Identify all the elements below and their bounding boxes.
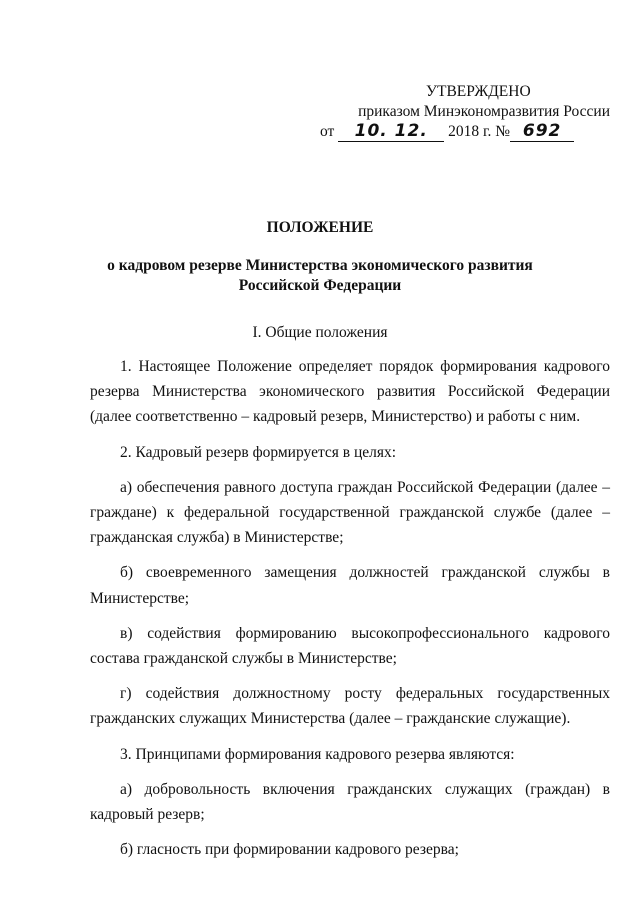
document-body (90, 354, 610, 862)
paragraph: в) содействия формированию высокопрофессионального кадрового состава гражданской службы в Министерстве; (90, 624, 610, 668)
subtitle-line-2: Российской Федерации (238, 277, 402, 294)
paragraph: а) обеспечения равного доступа граждан Российской Федерации (далее – граждане) к федеральной государственной гражданской службе (далее – гражданская служба) в Министерстве; (90, 478, 610, 547)
handwritten-date: 10. 12. (338, 124, 444, 142)
approval-order: приказом Минэкономразвития России (358, 103, 610, 120)
year-label: 2018 г. № (448, 123, 511, 140)
paragraph: а) добровольность включения гражданских служащих (граждан) в кадровый резерв; (90, 780, 610, 824)
approval-date-line (320, 122, 610, 142)
handwritten-number: 692 (510, 124, 574, 142)
document-subtitle (60, 256, 580, 296)
paragraph: 1. Настоящее Положение определяет порядок формирования кадрового резерва Министерства экономического развития Российской Федерации (далее соответственно – кадровый резерв, Министерство) и работы с ним. (90, 358, 610, 426)
paragraph: 3. Принципами формирования кадрового резерва являются: (120, 745, 515, 763)
paragraph: 2. Кадровый резерв формируется в целях: (120, 443, 397, 461)
section-title: I. Общие положения (252, 324, 388, 341)
paragraph: б) гласность при формировании кадрового резерва; (120, 841, 459, 859)
paragraph: г) содействия должностному росту федеральных государственных гражданских служащих Министерства (далее – гражданские служащие). (90, 685, 610, 728)
date-prefix: от (320, 123, 335, 140)
document-title: ПОЛОЖЕНИЕ (266, 219, 374, 236)
approval-status: УТВЕРЖДЕНО (426, 83, 531, 100)
approval-stamp (320, 82, 610, 142)
paragraph: б) своевременного замещения должностей гражданской службы в Министерстве; (90, 564, 610, 607)
subtitle-line-1: о кадровом резерве Министерства экономического развития (107, 257, 533, 274)
